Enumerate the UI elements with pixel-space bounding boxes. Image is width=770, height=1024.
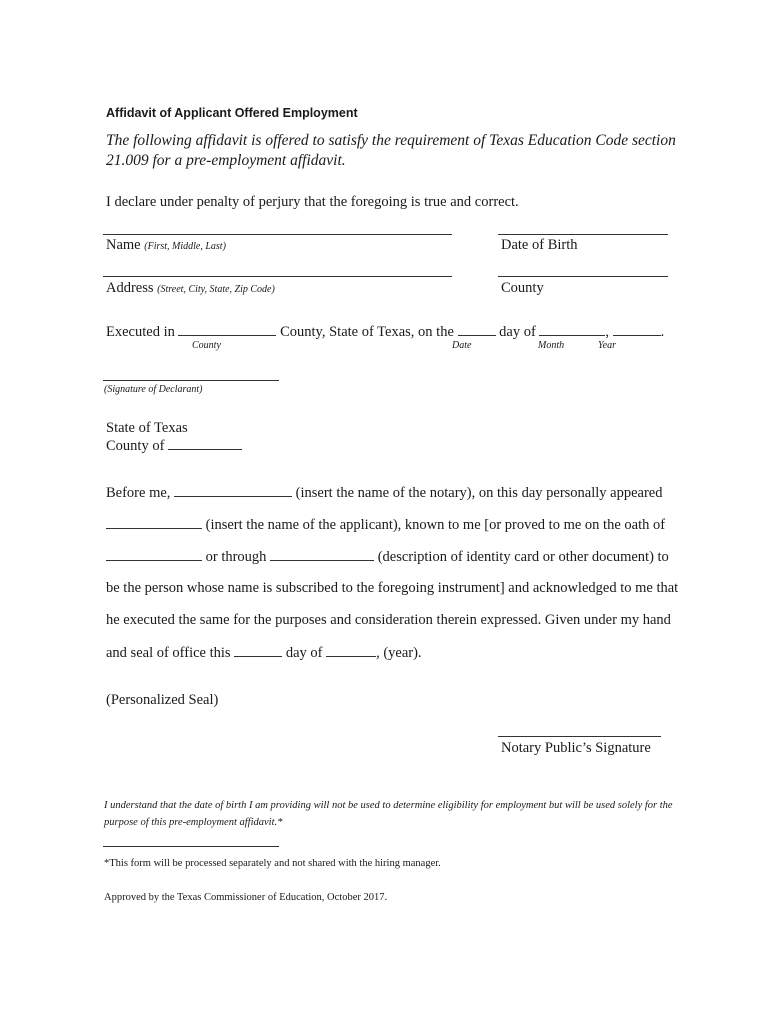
footnote: *This form will be processed separately and not shared with the hiring manager. bbox=[104, 858, 441, 869]
venue-state: State of Texas bbox=[106, 420, 188, 436]
county-label: County bbox=[501, 280, 544, 296]
executed-year-blank[interactable] bbox=[613, 323, 661, 336]
name-field-label bbox=[106, 237, 226, 254]
name-hint: (First, Middle, Last) bbox=[144, 241, 226, 252]
executed-county-blank[interactable] bbox=[178, 323, 276, 336]
executed-month-blank[interactable] bbox=[539, 323, 605, 336]
notary-line-6: and seal of office this day of , (year). bbox=[106, 645, 422, 661]
hint-county: County bbox=[192, 340, 221, 351]
dob-line[interactable] bbox=[498, 234, 668, 235]
approval-notice: Approved by the Texas Commissioner of Education, October 2017. bbox=[104, 892, 388, 903]
document-title: Affidavit of Applicant Offered Employment bbox=[106, 106, 358, 120]
intro-paragraph: The following affidavit is offered to satisfy the requirement of Texas Education Code section 21.009 for a pre-employment affidavit. bbox=[106, 132, 676, 169]
venue-county: County of bbox=[106, 437, 242, 455]
identity-document-blank[interactable] bbox=[270, 548, 374, 561]
address-field-label bbox=[106, 280, 275, 297]
seal-day-blank[interactable] bbox=[234, 644, 282, 657]
declaration-statement: I declare under penalty of perjury that the foregoing is true and correct. bbox=[106, 194, 519, 210]
executed-line: Executed in County, State of Texas, on the day of , . bbox=[106, 324, 665, 340]
executed-date-blank[interactable] bbox=[458, 323, 496, 336]
declarant-signature-hint: (Signature of Declarant) bbox=[104, 384, 203, 395]
dob-notice: I understand that the date of birth I am providing will not be used to determine eligibility for employment but will be used solely for the purpose of this pre-employment affidavit.* bbox=[104, 800, 673, 828]
applicant-name-blank[interactable] bbox=[106, 516, 202, 529]
notary-signature-label: Notary Public’s Signature bbox=[501, 740, 651, 756]
notary-line-5: he executed the same for the purposes and consideration therein expressed. Given under my hand bbox=[106, 612, 671, 628]
notary-line-2: (insert the name of the applicant), known to me [or proved to me on the oath of bbox=[106, 516, 665, 534]
name-line[interactable] bbox=[103, 234, 452, 235]
hint-year: Year bbox=[598, 340, 616, 351]
notary-line-1: Before me, (insert the name of the notary), on this day personally appeared bbox=[106, 485, 663, 501]
address-hint: (Street, City, State, Zip Code) bbox=[157, 284, 275, 295]
address-line[interactable] bbox=[103, 276, 452, 277]
county-line[interactable] bbox=[498, 276, 668, 277]
notary-line-3: or through (description of identity card or other document) to bbox=[106, 548, 669, 566]
oath-of-blank[interactable] bbox=[106, 548, 202, 561]
hint-date: Date bbox=[452, 340, 472, 351]
venue-county-blank[interactable] bbox=[168, 437, 242, 450]
notary-signature-line[interactable] bbox=[498, 736, 661, 737]
name-label: Name bbox=[106, 237, 141, 253]
declarant-signature-line[interactable] bbox=[103, 380, 279, 381]
personalized-seal: (Personalized Seal) bbox=[106, 692, 219, 708]
notary-name-blank[interactable] bbox=[174, 484, 292, 497]
address-label: Address bbox=[106, 280, 154, 296]
notary-line-4: be the person whose name is subscribed to the foregoing instrument] and acknowledged to me that bbox=[106, 580, 679, 596]
seal-month-blank[interactable] bbox=[326, 644, 376, 657]
dob-label: Date of Birth bbox=[501, 237, 578, 253]
hint-month: Month bbox=[538, 340, 565, 351]
footnote-separator bbox=[103, 846, 279, 847]
